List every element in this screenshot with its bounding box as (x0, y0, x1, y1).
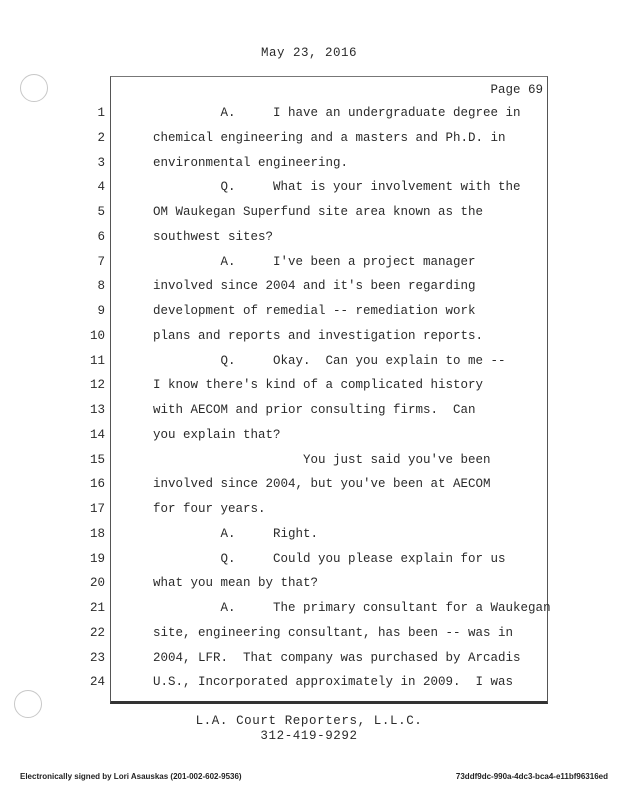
line-text: chemical engineering and a masters and Ph.D. in (153, 130, 506, 145)
line-text: involved since 2004 and it's been regarding (153, 279, 476, 294)
line-text: what you mean by that? (153, 576, 319, 591)
transcript-line (97, 225, 541, 250)
line-number: 17 (89, 502, 105, 516)
line-number: 9 (97, 304, 105, 318)
line-text: A. The primary consultant for a Waukegan (153, 601, 551, 615)
transcript-line (89, 448, 541, 473)
transcript-line (89, 324, 541, 349)
e-signature-notice: Electronically signed by Lori Asauskas (201-002-602-9536) (20, 772, 242, 781)
transcript-line (89, 398, 541, 423)
line-text: you explain that? (153, 427, 281, 442)
line-number: 16 (89, 477, 105, 492)
line-number: 22 (89, 625, 105, 640)
footer-phone: 312-419-9292 (260, 729, 358, 743)
line-text: Q. Okay. Can you explain to me -- (153, 353, 506, 368)
line-text: A. I have an undergraduate degree in (153, 106, 521, 120)
line-text: OM Waukegan Superfund site area known as the (153, 205, 484, 219)
transcript-line (97, 200, 541, 225)
transcript-line (89, 571, 541, 596)
line-text: 2004, LFR. That company was purchased by Arcadis (153, 650, 521, 665)
line-text: for four years. (153, 502, 266, 516)
transcript-line (97, 250, 541, 275)
line-text: plans and reports and investigation reports. (153, 328, 484, 343)
line-text: U.S., Incorporated approximately in 2009. I was (153, 675, 514, 690)
line-text: Q. What is your involvement with the (153, 180, 521, 195)
line-number: 14 (89, 427, 105, 442)
transcript-line (89, 349, 541, 374)
transcript-line (89, 646, 541, 671)
transcript-line (89, 670, 541, 695)
transcript-line (89, 522, 541, 547)
line-number: 15 (89, 452, 105, 467)
line-number: 11 (89, 353, 105, 368)
transcript-line (97, 151, 541, 176)
transcript-line (89, 547, 541, 572)
line-number: 12 (89, 378, 105, 393)
transcript-page (89, 76, 551, 704)
line-number: 21 (89, 601, 105, 615)
line-number: 2 (97, 130, 105, 145)
footer-company: L.A. Court Reporters, L.L.C. (195, 714, 423, 728)
line-number: 3 (97, 155, 105, 170)
punch-hole-top (20, 74, 48, 102)
transcript-line (89, 497, 541, 522)
document-hash: 73ddf9dc-990a-4dc3-bca4-e11bf96316ed (455, 772, 608, 781)
line-number: 24 (89, 675, 105, 690)
transcript-line (97, 299, 541, 324)
line-text: A. I've been a project manager (153, 254, 476, 269)
line-number: 5 (97, 205, 105, 219)
line-number: 19 (89, 551, 105, 566)
line-number: 7 (97, 254, 105, 269)
line-text: I know there's kind of a complicated history (153, 378, 484, 393)
transcript-line (89, 596, 551, 621)
transcript-line (97, 101, 541, 126)
line-number: 20 (89, 576, 105, 591)
line-number: 13 (89, 403, 105, 417)
line-text: development of remedial -- remediation work (153, 304, 476, 318)
line-number: 18 (89, 526, 105, 541)
line-number: 6 (97, 229, 105, 244)
transcript-date: May 23, 2016 (260, 46, 357, 60)
line-text: You just said you've been (153, 452, 491, 467)
line-number: 10 (89, 328, 105, 343)
transcript-line (89, 472, 541, 497)
transcript-line (97, 274, 541, 299)
line-text: involved since 2004, but you've been at AECOM (153, 477, 491, 492)
page-number: Page 69 (490, 83, 543, 97)
line-text: with AECOM and prior consulting firms. Can (153, 403, 476, 417)
line-text: Q. Could you please explain for us (153, 551, 506, 566)
line-number: 8 (97, 279, 105, 294)
transcript-line (97, 175, 541, 200)
line-text: environmental engineering. (153, 155, 349, 170)
transcript-line (89, 621, 541, 646)
line-text: A. Right. (153, 526, 319, 541)
line-text: southwest sites? (153, 229, 274, 244)
transcript-line (89, 373, 541, 398)
line-text: site, engineering consultant, has been -- was in (153, 625, 514, 640)
line-number: 23 (89, 650, 105, 665)
transcript-line (89, 423, 541, 448)
line-number: 4 (97, 180, 105, 195)
line-number: 1 (97, 106, 105, 120)
transcript-line (97, 126, 541, 151)
